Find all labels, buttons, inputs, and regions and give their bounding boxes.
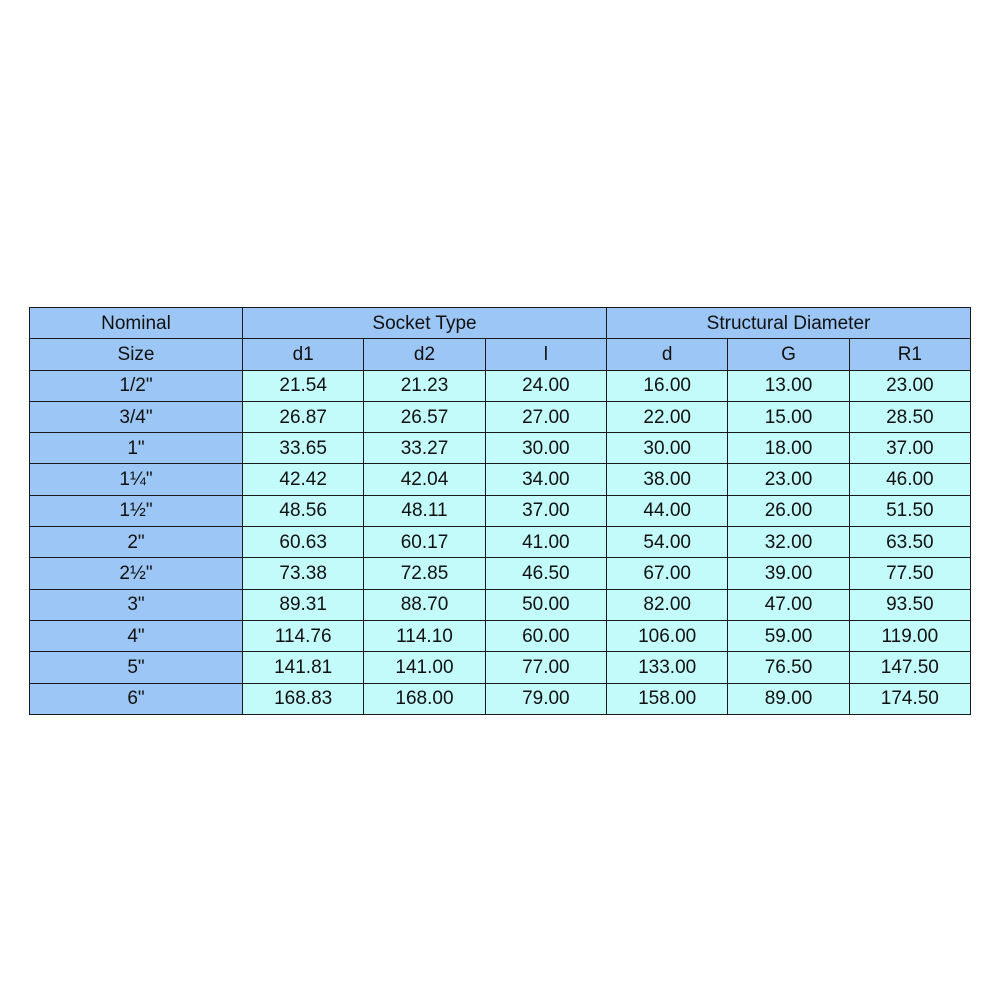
table-row bbox=[30, 527, 971, 558]
value-cell: 32.00 bbox=[728, 527, 849, 558]
value-cell: 27.00 bbox=[485, 401, 606, 432]
header-col-g: G bbox=[728, 339, 849, 370]
value-cell: 168.00 bbox=[364, 683, 485, 714]
header-nominal: Nominal bbox=[30, 308, 243, 339]
value-cell: 60.17 bbox=[364, 527, 485, 558]
value-cell: 37.00 bbox=[849, 433, 970, 464]
value-cell: 30.00 bbox=[607, 433, 728, 464]
value-cell: 114.76 bbox=[243, 620, 364, 651]
value-cell: 59.00 bbox=[728, 620, 849, 651]
header-col-d1: d1 bbox=[243, 339, 364, 370]
table-row bbox=[30, 495, 971, 526]
value-cell: 47.00 bbox=[728, 589, 849, 620]
value-cell: 54.00 bbox=[607, 527, 728, 558]
table-row bbox=[30, 370, 971, 401]
header-size: Size bbox=[30, 339, 243, 370]
size-cell: 2" bbox=[30, 527, 243, 558]
table-row bbox=[30, 652, 971, 683]
value-cell: 79.00 bbox=[485, 683, 606, 714]
header-col-d2: d2 bbox=[364, 339, 485, 370]
value-cell: 21.23 bbox=[364, 370, 485, 401]
value-cell: 33.27 bbox=[364, 433, 485, 464]
value-cell: 89.31 bbox=[243, 589, 364, 620]
value-cell: 63.50 bbox=[849, 527, 970, 558]
header-socket-type: Socket Type bbox=[243, 308, 607, 339]
header-col-l: l bbox=[485, 339, 606, 370]
value-cell: 50.00 bbox=[485, 589, 606, 620]
table-body bbox=[30, 370, 971, 714]
table-row bbox=[30, 620, 971, 651]
value-cell: 38.00 bbox=[607, 464, 728, 495]
value-cell: 30.00 bbox=[485, 433, 606, 464]
value-cell: 22.00 bbox=[607, 401, 728, 432]
size-cell: 4" bbox=[30, 620, 243, 651]
table-row bbox=[30, 683, 971, 714]
value-cell: 26.00 bbox=[728, 495, 849, 526]
value-cell: 77.00 bbox=[485, 652, 606, 683]
size-cell: 1½" bbox=[30, 495, 243, 526]
value-cell: 23.00 bbox=[849, 370, 970, 401]
value-cell: 82.00 bbox=[607, 589, 728, 620]
table-row bbox=[30, 401, 971, 432]
size-cell: 6" bbox=[30, 683, 243, 714]
header-col-d: d bbox=[607, 339, 728, 370]
table-row bbox=[30, 464, 971, 495]
value-cell: 15.00 bbox=[728, 401, 849, 432]
value-cell: 158.00 bbox=[607, 683, 728, 714]
value-cell: 60.63 bbox=[243, 527, 364, 558]
size-cell: 5" bbox=[30, 652, 243, 683]
value-cell: 141.00 bbox=[364, 652, 485, 683]
value-cell: 60.00 bbox=[485, 620, 606, 651]
value-cell: 76.50 bbox=[728, 652, 849, 683]
value-cell: 34.00 bbox=[485, 464, 606, 495]
value-cell: 147.50 bbox=[849, 652, 970, 683]
size-cell: 1/2" bbox=[30, 370, 243, 401]
value-cell: 13.00 bbox=[728, 370, 849, 401]
size-cell: 2½" bbox=[30, 558, 243, 589]
value-cell: 21.54 bbox=[243, 370, 364, 401]
table-row bbox=[30, 589, 971, 620]
value-cell: 44.00 bbox=[607, 495, 728, 526]
value-cell: 141.81 bbox=[243, 652, 364, 683]
table-row bbox=[30, 558, 971, 589]
header-row-groups bbox=[30, 308, 971, 339]
value-cell: 51.50 bbox=[849, 495, 970, 526]
value-cell: 39.00 bbox=[728, 558, 849, 589]
value-cell: 72.85 bbox=[364, 558, 485, 589]
value-cell: 89.00 bbox=[728, 683, 849, 714]
value-cell: 106.00 bbox=[607, 620, 728, 651]
value-cell: 48.11 bbox=[364, 495, 485, 526]
pipe-dimension-table bbox=[29, 307, 971, 715]
header-col-r1: R1 bbox=[849, 339, 970, 370]
value-cell: 174.50 bbox=[849, 683, 970, 714]
value-cell: 41.00 bbox=[485, 527, 606, 558]
value-cell: 18.00 bbox=[728, 433, 849, 464]
value-cell: 67.00 bbox=[607, 558, 728, 589]
value-cell: 119.00 bbox=[849, 620, 970, 651]
value-cell: 93.50 bbox=[849, 589, 970, 620]
header-row-columns bbox=[30, 339, 971, 370]
value-cell: 42.42 bbox=[243, 464, 364, 495]
value-cell: 114.10 bbox=[364, 620, 485, 651]
value-cell: 16.00 bbox=[607, 370, 728, 401]
value-cell: 46.00 bbox=[849, 464, 970, 495]
value-cell: 26.87 bbox=[243, 401, 364, 432]
value-cell: 24.00 bbox=[485, 370, 606, 401]
value-cell: 23.00 bbox=[728, 464, 849, 495]
value-cell: 77.50 bbox=[849, 558, 970, 589]
value-cell: 88.70 bbox=[364, 589, 485, 620]
value-cell: 133.00 bbox=[607, 652, 728, 683]
header-structural-diameter: Structural Diameter bbox=[607, 308, 971, 339]
table-row bbox=[30, 433, 971, 464]
size-cell: 3/4" bbox=[30, 401, 243, 432]
value-cell: 26.57 bbox=[364, 401, 485, 432]
value-cell: 48.56 bbox=[243, 495, 364, 526]
size-cell: 1" bbox=[30, 433, 243, 464]
value-cell: 46.50 bbox=[485, 558, 606, 589]
value-cell: 73.38 bbox=[243, 558, 364, 589]
size-cell: 3" bbox=[30, 589, 243, 620]
value-cell: 28.50 bbox=[849, 401, 970, 432]
value-cell: 168.83 bbox=[243, 683, 364, 714]
size-cell: 1¼" bbox=[30, 464, 243, 495]
value-cell: 33.65 bbox=[243, 433, 364, 464]
value-cell: 37.00 bbox=[485, 495, 606, 526]
value-cell: 42.04 bbox=[364, 464, 485, 495]
